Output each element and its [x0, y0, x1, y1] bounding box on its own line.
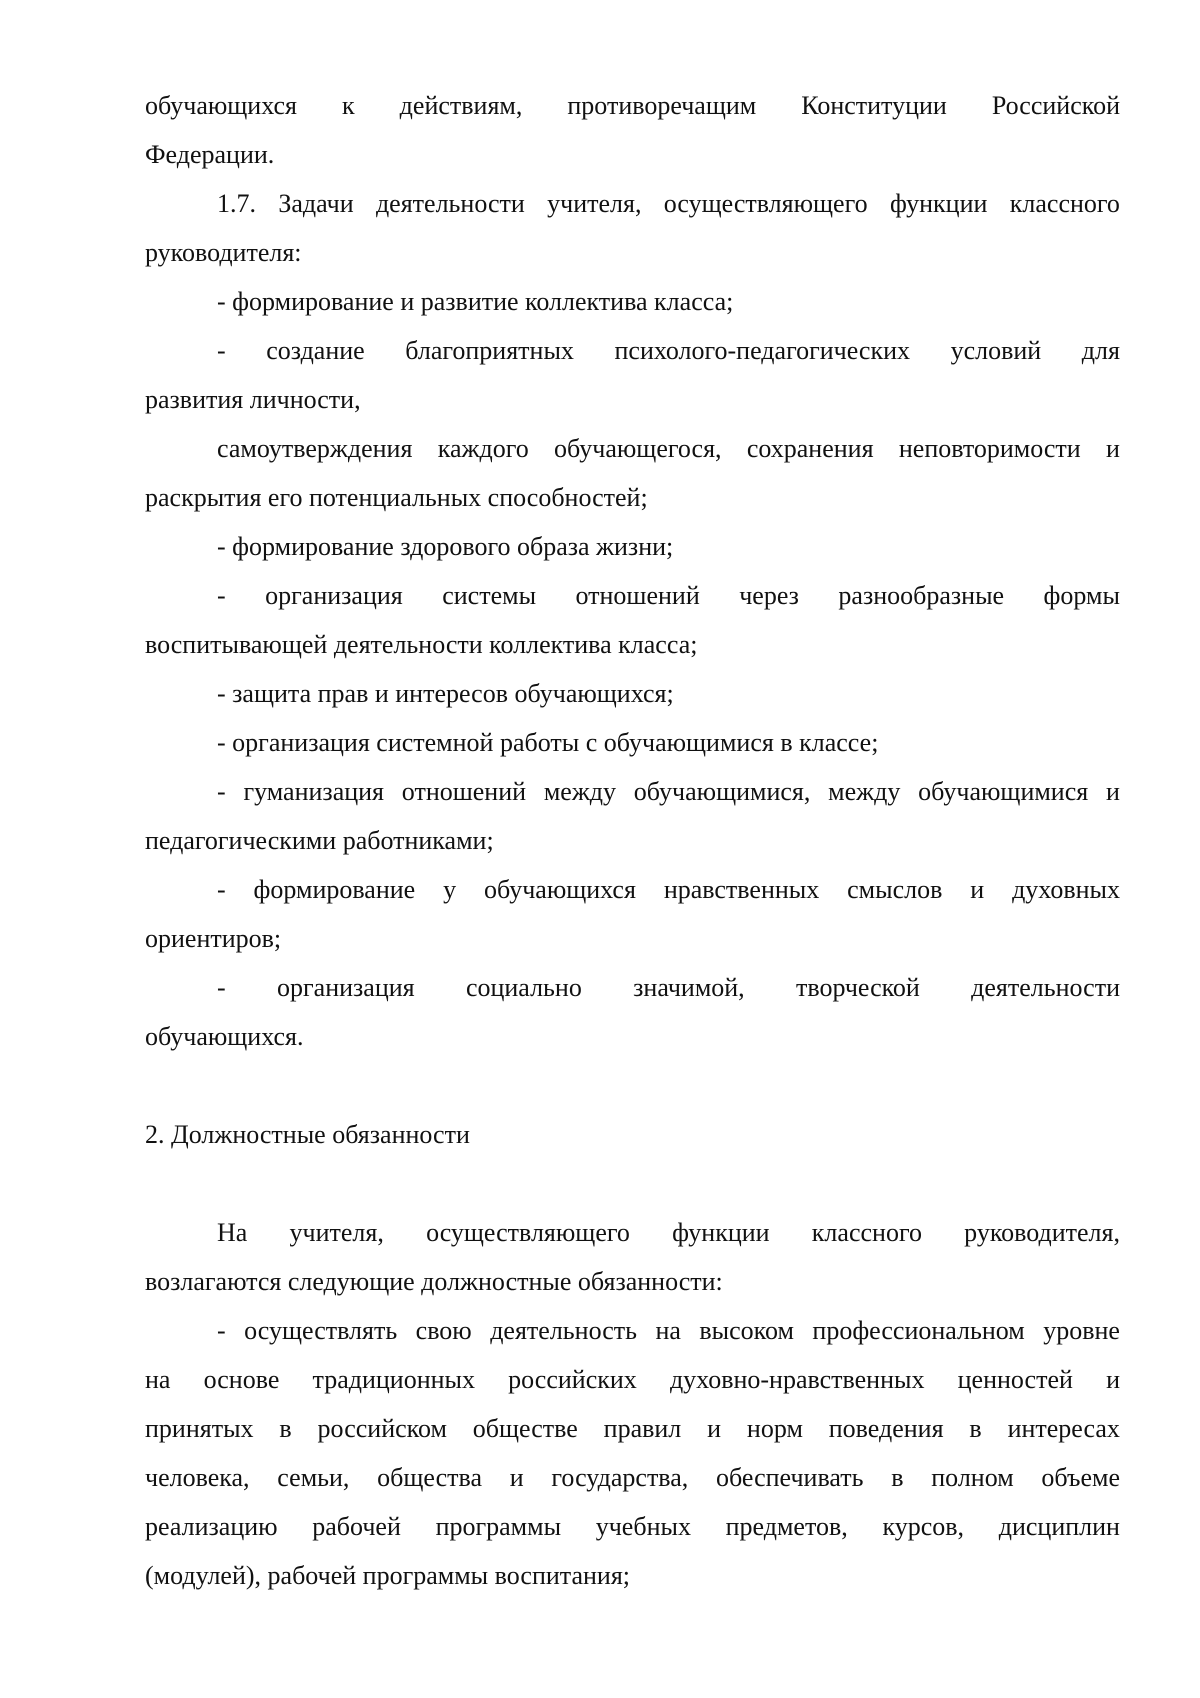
- word: отношений: [575, 581, 700, 610]
- text-line: [217, 333, 1120, 369]
- text-line: [145, 1411, 1120, 1447]
- word: нравственных: [663, 875, 820, 904]
- word: на: [145, 1365, 171, 1394]
- word: Конституции: [801, 91, 947, 120]
- word: профессиональном: [812, 1316, 1025, 1345]
- word: в: [279, 1414, 292, 1443]
- word: и: [1106, 1365, 1120, 1394]
- word: и: [509, 1463, 524, 1492]
- word: творческой: [796, 973, 920, 1002]
- word: функции: [889, 189, 988, 218]
- word: обучающимися,: [633, 777, 811, 806]
- text-line: педагогическими работниками;: [145, 826, 494, 855]
- word: для: [1081, 336, 1120, 365]
- word: уровне: [1043, 1316, 1120, 1345]
- word: государства,: [551, 1463, 689, 1492]
- text-line: раскрытия его потенциальных способностей;: [145, 483, 648, 512]
- word: деятельности: [971, 973, 1120, 1002]
- word: психолого-педагогических: [614, 336, 911, 365]
- word: классного: [811, 1218, 922, 1247]
- word: учителя,: [289, 1218, 384, 1247]
- word: и: [1106, 777, 1120, 806]
- word: у: [443, 875, 457, 904]
- word: смыслов: [847, 875, 943, 904]
- word: формы: [1043, 581, 1120, 610]
- word: противоречащим: [567, 91, 757, 120]
- word: -: [217, 973, 226, 1002]
- word: 1.7.: [217, 189, 256, 218]
- word: интересах: [1007, 1414, 1120, 1443]
- word: гуманизация: [243, 777, 385, 806]
- word: между: [828, 777, 901, 806]
- text-line: - формирование здорового образа жизни;: [217, 532, 674, 561]
- word: в: [891, 1463, 904, 1492]
- word: духовных: [1012, 875, 1120, 904]
- word: Задачи: [278, 189, 354, 218]
- word: высоком: [699, 1316, 794, 1345]
- word: на: [655, 1316, 681, 1345]
- text-line: Федерации.: [145, 140, 275, 169]
- text-line: [217, 431, 1120, 467]
- word: в: [969, 1414, 982, 1443]
- word: и: [1106, 434, 1120, 463]
- word: действиям,: [399, 91, 523, 120]
- word: принятых: [145, 1414, 254, 1443]
- word: общества: [377, 1463, 482, 1492]
- text-line: - формирование и развитие коллектива класса;: [217, 287, 734, 316]
- word: самоутверждения: [217, 434, 413, 463]
- word: свою: [415, 1316, 472, 1345]
- word: ценностей: [957, 1365, 1073, 1394]
- word: обществе: [472, 1414, 578, 1443]
- word: руководителя,: [964, 1218, 1120, 1247]
- word: поведения: [828, 1414, 944, 1443]
- text-line: [145, 1362, 1120, 1398]
- word: организация: [276, 973, 415, 1002]
- word: создание: [266, 336, 365, 365]
- word: -: [217, 336, 226, 365]
- word: благоприятных: [405, 336, 574, 365]
- word: -: [217, 875, 226, 904]
- text-line: [217, 1313, 1120, 1349]
- word: учителя,: [547, 189, 642, 218]
- text-line: - защита прав и интересов обучающихся;: [217, 679, 674, 708]
- section-heading: 2. Должностные обязанности: [145, 1120, 470, 1149]
- word: человека,: [145, 1463, 250, 1492]
- word: условий: [950, 336, 1042, 365]
- text-line: - организация системной работы с обучающимися в классе;: [217, 728, 879, 757]
- word: неповторимости: [898, 434, 1081, 463]
- word: осуществляющего: [663, 189, 868, 218]
- text-line: [145, 1460, 1120, 1496]
- text-line: [217, 970, 1120, 1006]
- text-line: воспитывающей деятельности коллектива класса;: [145, 630, 698, 659]
- word: На: [217, 1218, 248, 1247]
- word: и: [970, 875, 985, 904]
- word: дисциплин: [998, 1512, 1120, 1541]
- word: организация: [265, 581, 403, 610]
- text-line: ориентиров;: [145, 924, 282, 953]
- word: осуществлять: [244, 1316, 398, 1345]
- word: Российской: [991, 91, 1120, 120]
- word: рабочей: [312, 1512, 401, 1541]
- word: объеме: [1041, 1463, 1120, 1492]
- word: классного: [1009, 189, 1120, 218]
- word: обучающихся: [483, 875, 636, 904]
- word: сохранения: [746, 434, 874, 463]
- text-line: [217, 774, 1120, 810]
- word: норм: [746, 1414, 803, 1443]
- word: социально: [465, 973, 582, 1002]
- word: полном: [931, 1463, 1014, 1492]
- word: обучающегося,: [554, 434, 722, 463]
- word: обеспечивать: [716, 1463, 864, 1492]
- word: -: [217, 777, 226, 806]
- word: предметов,: [725, 1512, 848, 1541]
- word: обучающимися: [918, 777, 1089, 806]
- text-line: руководителя:: [145, 238, 302, 267]
- text-line: [217, 1215, 1120, 1251]
- word: через: [739, 581, 799, 610]
- word: учебных: [595, 1512, 691, 1541]
- text-line: [217, 186, 1120, 222]
- word: формирование: [253, 875, 416, 904]
- word: программы: [435, 1512, 562, 1541]
- text-line: возлагаются следующие должностные обязанности:: [145, 1267, 723, 1296]
- word: деятельности: [375, 189, 525, 218]
- word: традиционных: [312, 1365, 476, 1394]
- word: семьи,: [277, 1463, 350, 1492]
- word: значимой,: [633, 973, 745, 1002]
- text-line: развития личности,: [145, 385, 361, 414]
- word: -: [217, 1316, 226, 1345]
- text-line: обучающихся.: [145, 1022, 304, 1051]
- word: осуществляющего: [426, 1218, 630, 1247]
- word: системы: [442, 581, 537, 610]
- text-line: [217, 872, 1120, 908]
- word: основе: [203, 1365, 280, 1394]
- word: правил: [603, 1414, 682, 1443]
- word: деятельность: [490, 1316, 637, 1345]
- word: каждого: [437, 434, 529, 463]
- word: функции: [672, 1218, 770, 1247]
- word: отношений: [401, 777, 527, 806]
- word: российском: [317, 1414, 447, 1443]
- text-line: [145, 88, 1120, 124]
- word: к: [342, 91, 355, 120]
- word: реализацию: [145, 1512, 278, 1541]
- text-line: [145, 1509, 1120, 1545]
- word: между: [543, 777, 617, 806]
- word: и: [707, 1414, 722, 1443]
- word: разнообразные: [838, 581, 1005, 610]
- word: курсов,: [882, 1512, 965, 1541]
- word: -: [217, 581, 226, 610]
- text-line: [217, 578, 1120, 614]
- word: обучающихся: [145, 91, 297, 120]
- word: духовно-нравственных: [669, 1365, 925, 1394]
- word: российских: [508, 1365, 637, 1394]
- text-line: (модулей), рабочей программы воспитания;: [145, 1561, 630, 1590]
